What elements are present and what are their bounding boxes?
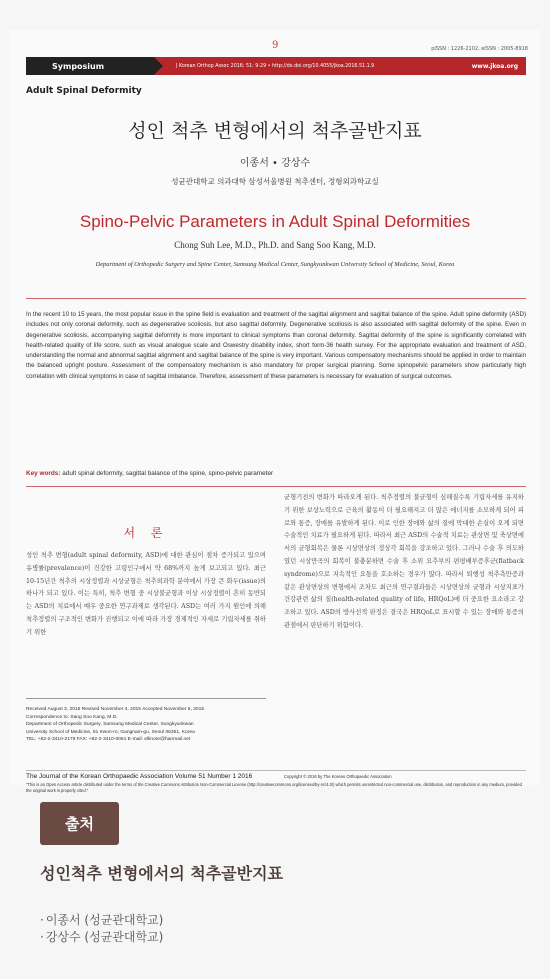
source-title: 성인척추 변형에서의 척추골반지표 [40,864,283,883]
keywords [26,470,526,477]
divider [26,486,526,487]
footer-journal: The Journal of the Korean Orthopaedic Association Volume 51 Number 1 2016 [26,773,253,780]
article-page-image [10,30,540,793]
article-category: Adult Spinal Deformity [26,86,142,96]
intro-right-column: 균형기전의 변화가 따라오게 된다. 척추정렬의 불균형이 심해질수록 기립자세를 유지하기 위한 보상노력으로 근육의 활동이 더 필요해지고 더 많은 에너지를 소모하게 되어 피로와 통증, 장애를 유발하게 된다. 이로 인한 장애와 삶의 질에 막대한 손실이 오게 되면 수술적인 치료가 필요하게 된다. 따라서 최근 ASD의 수술적 치료는 관상면 및 축상면에서의 균형회복은 물론 시상면상의 정상각 회복을 강조하고 있다. 그러나 수술 후 의도하였던 시상만곡의 회복이 불충분하면 수술 후 소위 요추부의 편평배부증후군(flatback syndrome)으로 지속적인 요통을 호소하는 경우가 많다. 따라서 퇴행성 척추측만증과 같은 관상면상의 변형에서 조차도 최근의 연구결과들은 시상면상의 균형과 시상지표가 건강관련 삶의 질(health-related quality of life, HRQoL)에 더 중요한 요소라고 강조하고 있다. ASD의 방사선적 판정은 결국은 HRQoL로 표시할 수 있는 장애와 통증의 관점에서 판단하기 위함이다. [284,494,524,629]
author-item: · 강상수 (성균관대학교) [40,929,163,946]
divider [26,698,266,699]
banner-citation: J Korean Orthop Assoc 2016; 51: 9-29 • http://dx.doi.org/10.4055/jkoa.2016.51.1.9 [176,63,375,69]
banner-site: www.jkoa.org [471,62,518,70]
authors-korean: 이종서 • 강상수 [239,158,311,169]
authors-english: Chong Suh Lee, M.D., Ph.D. and Sang Soo Kang, M.D. [174,240,376,250]
footer-license: "This is an Open Access article distributed under the terms of the Creative Commons Attribution Non-Commercial License (http://creativecommons.org/licenses/by-nc/4.0/) which permits unrestricted non-commercial use, distribution, and reproduction in any medium, provided the original work is properly cited." [26,782,522,793]
abstract: In the recent 10 to 15 years, the most popular issue in the spine field is evaluation and treatment of the sagittal alignment and sagittal balance of the spine. Adult spine deformity (ASD) includes not only coronal deformity, such as degenerative scoliosis, but also sagittal deformity. Degenerative scoliosis is also associated with sagittal deformity of the spine. Even in degenerative scoliosis, accompanying sagittal deformity is more important to clinical symptoms than coronal deformity. Sagittal deformity of the spine is significantly correlated with health-related quality of life score, such as visual analogue scale and Oswestry disability index, short form-36 health survey. For the appropriate evaluation and treatment of ASD, understanding the normal and abnormal sagittal alignment and sagittal balance of the spine is very important. Various compensatory mechanisms should be applied in order to maintain the balanced upright posture. Assessment of the compensatory mechanism is also mandatory for proper surgical planning. Some spinopelvic parameters show particularly high correlation with clinical symptoms in case of sagittal imbalance. Therefore, assessment of these parameters is necessary for evaluation of surgical outcomes. [26,311,526,380]
issn: pISSN : 1226-2102, eISSN : 2005-8918 [431,46,528,52]
address-line: University School of Medicine, 81 Irwon-ro, Gangnam-gu, Seoul 06351, Korea [26,729,195,735]
article-title-english: Spino-Pelvic Parameters in Adult Spinal Deformities [79,212,471,231]
contact-line: TEL: +82-2-3410-2179 FAX: +82-2-3410-0061 E-mail: ellinore@hanmail.net [26,737,191,743]
banner-label: Symposium [26,57,154,75]
article-title-korean: 성인 척추 변형에서의 척추골반지표 [128,120,422,142]
correspondence: Correspondence to: Sang Soo Kang, M.D. [26,714,118,720]
intro-heading: 서 론 [123,526,169,540]
intro-left-column: 성인 척추 변형(adult spinal deformity, ASD)에 대한 관심이 점차 증가되고 있으며 유병률(prevalence)이 건강한 고령인구에서 약 68%까지 높게 보고되고 있다. 최근 10-15년간 척추의 시상정렬과 시상균형은 척추외과학 분야에서 가장 큰 화두(issue)의 하나가 되고 있다. 이는 특히, 척추 변형 중 시상불균형과 이상 시상정렬이 흔히 동반되는 ASD의 치료에서 매우 중요한 연구과제로 생각된다. ASD는 여러 가지 원인에 의해 척추정렬의 구조적인 변화가 진행되고 이에 따라 가장 경제적인 자세로 기립자세를 취하기 위한 [26,552,266,636]
source-badge: 출처 [40,802,119,845]
page-number: 9 [272,40,279,51]
affiliation-english: Department of Orthopedic Surgery and Spine Center, Samsung Medical Center, Sungkyunkwan University School of Medicine, Seoul, Korea [95,261,455,268]
author-item: · 이종서 (성균관대학교) [40,912,163,929]
footer-copyright: Copyright © 2016 by The Korean Orthopaedic Association [284,774,392,779]
correspondence-notes [26,706,266,744]
article-dates: Received August 3, 2015 Revised November 4, 2015 Accepted November 5, 2015 [26,707,205,712]
journal-banner [26,57,526,75]
affiliation-korean: 성균관대학교 의과대학 삼성서울병원 척추센터, 정형외과학교실 [171,177,379,186]
keywords-label: Key words: [26,470,61,477]
divider [26,770,526,771]
author-list [40,912,163,946]
divider [26,298,526,299]
keywords-text: adult spinal deformity, sagittal balance of the spine, spino-pelvic parameter [62,470,274,477]
address-line: Department of Orthopedic Surgery, Samsung Medical Center, Sungkyunkwan [26,722,194,728]
